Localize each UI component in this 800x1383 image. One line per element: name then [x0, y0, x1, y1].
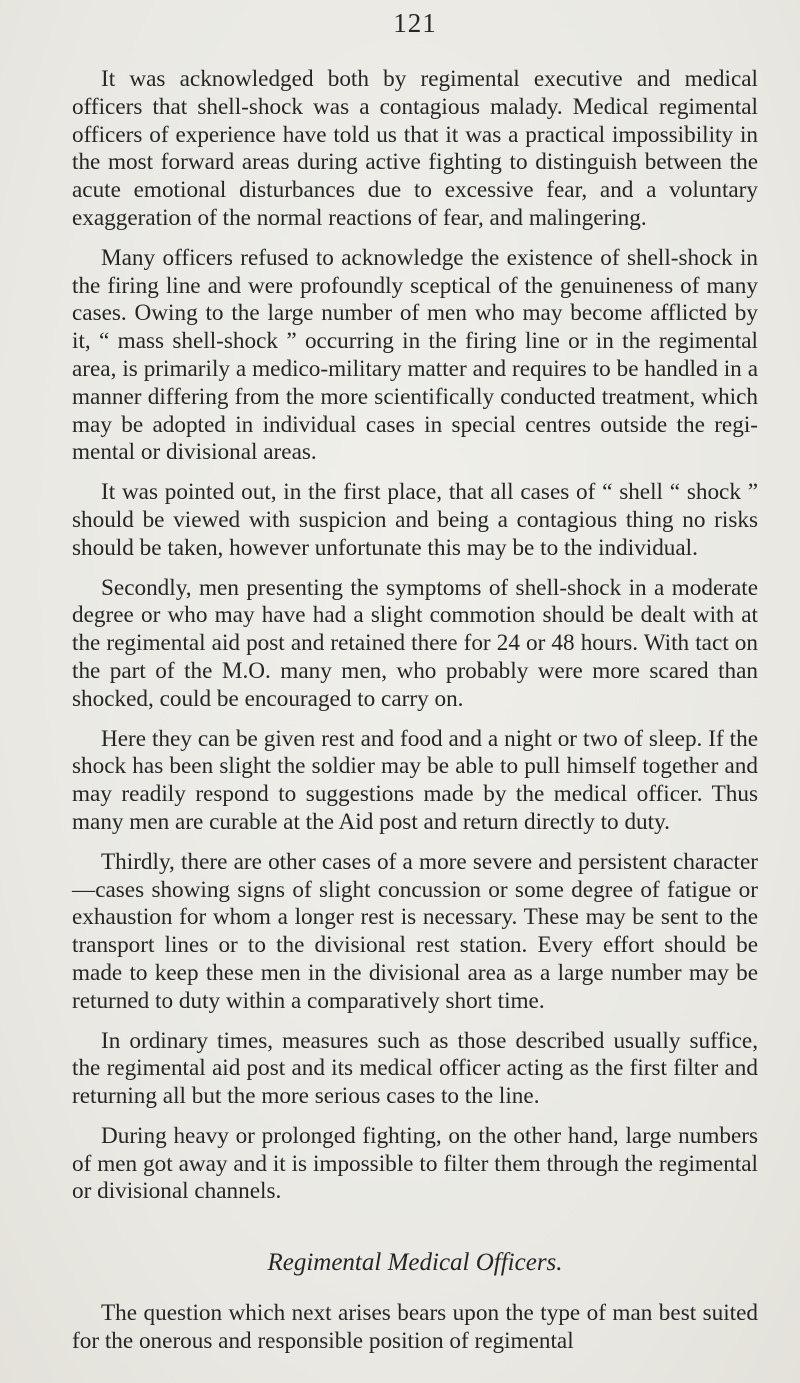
paragraph-first-place: It was pointed out, in the first place, that all cases of “ shell “ shock ” should be viewed with suspicion and being a contagious thing no risks should be taken, however unfortunate this may be to the individual.: [72, 479, 758, 561]
section-heading: Regimental Medical Officers.: [267, 1249, 563, 1277]
paragraph-thirdly: Thirdly, there are other cases of a more severe and persistent character—cases showing signs of slight concussion or some degree of fatigue or exhaustion for whom a longer rest is necessary. These may be sent to the transport lines or to the divisional rest station. Every effort should be made to keep these men in the divisional area as a large number may be returned to duty within a comparatively short time.: [72, 848, 758, 1014]
paragraph-heavy-fighting: During heavy or prolonged fighting, on the other hand, large numbers of men got away and it is impossible to filter them through the regimental or divisional channels.: [72, 1122, 758, 1205]
paragraph-closing: The question which next arises bears upon the type of man best suited for the onerous and responsible position of regimental: [72, 1300, 758, 1355]
paragraph-rest-and-food: Here they can be given rest and food and a night or two of sleep. If the shock has been slight the soldier may be able to pull himself together and may readily respond to suggestions made by the medical officer. Thus many men are curable at the Aid post and return directly to duty.: [72, 725, 758, 835]
paragraph-contagious-malady: It was acknowledged both by regimental executive and medical officers that shell-shock was a contagious malady. Medical regimental officers of experience have told us that it was a practical impossibility in the most forward areas during active fighting to distinguish between the acute emotional disturbances due to excessive fear, and a voluntary exaggeration of the normal reactions of fear, and malingering.: [72, 66, 758, 231]
paragraph-mass-shell-shock: Many officers refused to acknowledge the existence of shell-shock in the firing line and were profoundly sceptical of the genuineness of many cases. Owing to the large number of men who may become afflicted by it, “ mass shell-shock ” occurring in the firing line or in the regimental area, is primarily a medico-military matter and requires to be handled in a manner differing from the more scientifically conducted treatment, which may be adopted in individual cases in special centres outside the regimental or divisional areas.: [72, 244, 758, 466]
page-number: 121: [393, 8, 437, 38]
paragraph-ordinary-times: In ordinary times, measures such as those described usually suffice, the regimental aid post and its medical officer acting as the first filter and returning all but the more serious cases to the line.: [72, 1027, 758, 1110]
paragraph-secondly: Secondly, men presenting the symptoms of shell-shock in a moderate degree or who may have had a slight commotion should be dealt with at the regimental aid post and retained there for 24 or 48 hours. With tact on the part of the M.O. many men, who probably were more scared than shocked, could be encouraged to carry on.: [72, 574, 758, 712]
